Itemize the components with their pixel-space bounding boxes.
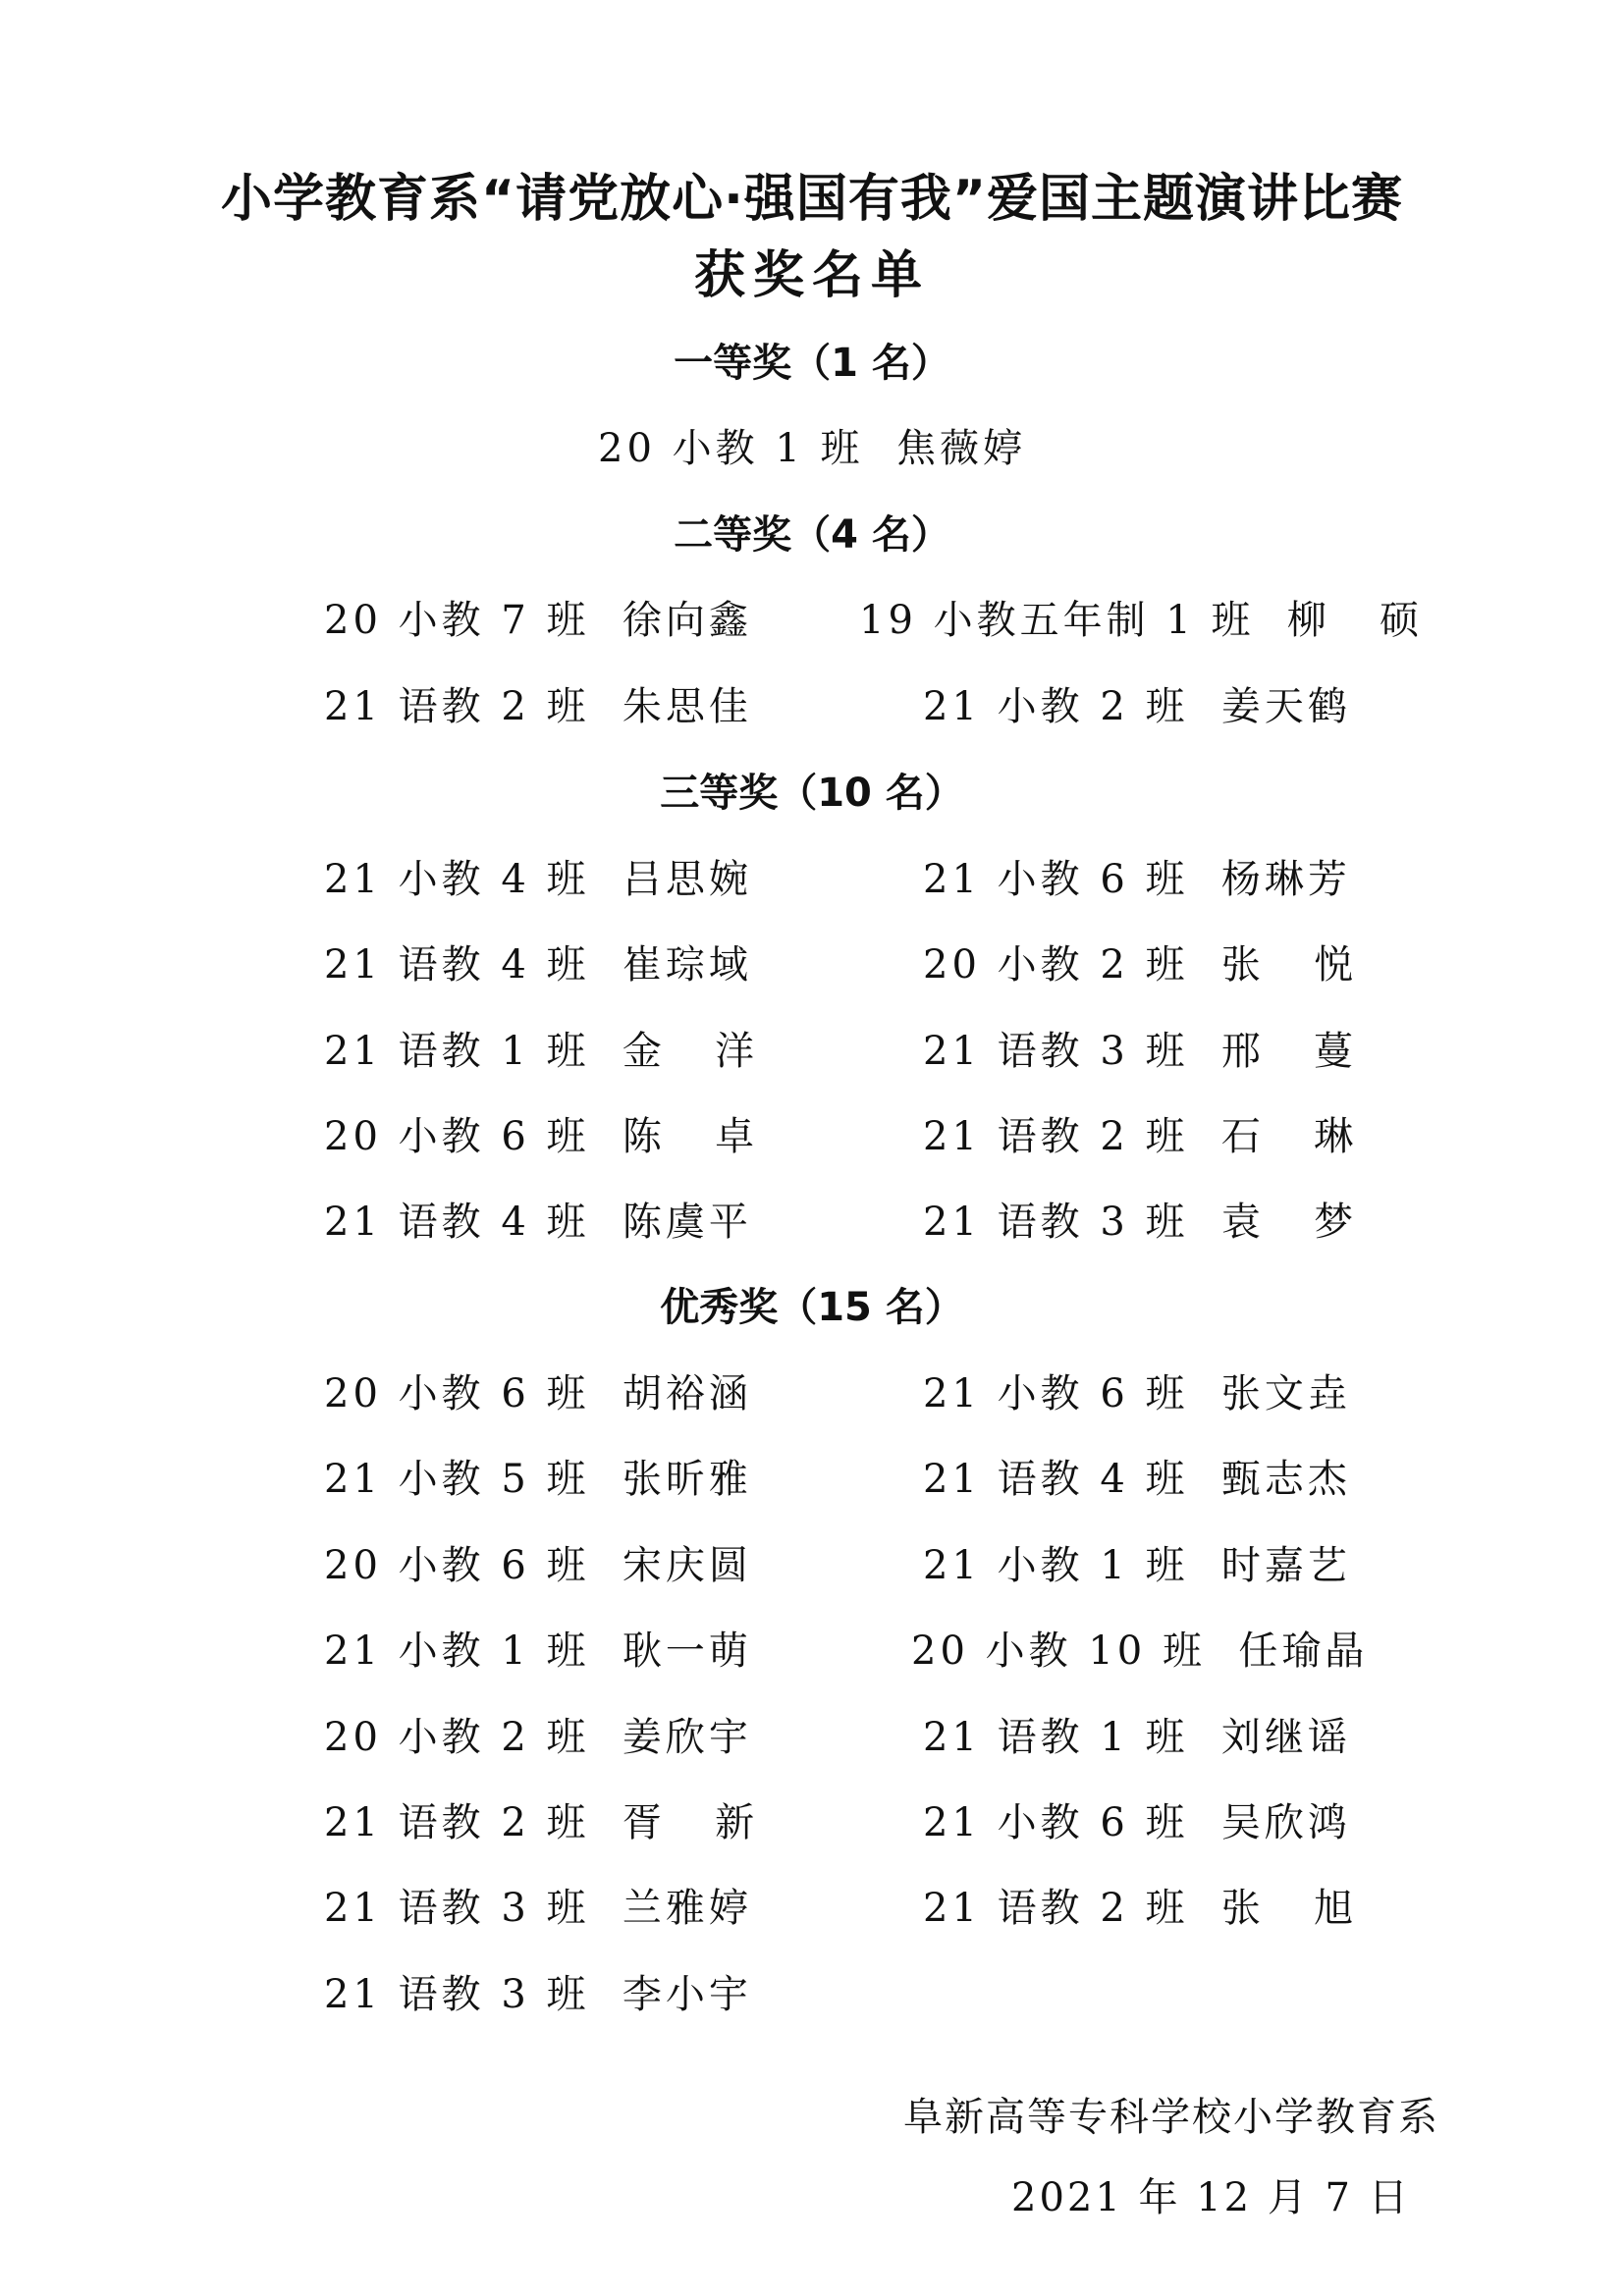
award-entry: 21 小教 4 班 吕思婉 <box>324 857 752 902</box>
section-heading-third-prize: 三等奖（10 名） <box>660 771 964 816</box>
award-entry: 21 小教 2 班 姜天鹤 <box>923 684 1351 729</box>
award-entry: 20 小教 6 班 陈 卓 <box>324 1114 759 1159</box>
document-title: 小学教育系“请党放心·强国有我”爱国主题演讲比赛 <box>220 170 1404 229</box>
award-entry: 21 小教 6 班 杨琳芳 <box>923 857 1351 902</box>
award-entry: 21 语教 1 班 刘继谣 <box>923 1715 1351 1760</box>
award-entry: 19 小教五年制 1 班 柳 硕 <box>859 598 1424 643</box>
award-entry: 21 语教 4 班 陈虞平 <box>324 1200 752 1245</box>
document-subtitle: 获奖名单 <box>693 246 930 305</box>
award-entry: 21 小教 6 班 吴欣鸿 <box>923 1800 1351 1845</box>
award-entry: 21 语教 3 班 兰雅婷 <box>324 1886 752 1931</box>
award-entry: 20 小教 6 班 胡裕涵 <box>324 1371 752 1416</box>
issue-date: 2021 年 12 月 7 日 <box>1011 2175 1411 2220</box>
issuing-organization: 阜新高等专科学校小学教育系 <box>903 2095 1439 2140</box>
award-entry: 20 小教 6 班 宋庆圆 <box>324 1543 752 1588</box>
award-entry: 21 语教 3 班 袁 梦 <box>923 1200 1358 1245</box>
award-entry: 21 小教 6 班 张文垚 <box>923 1371 1351 1416</box>
award-entry: 20 小教 2 班 张 悦 <box>923 942 1358 988</box>
award-entry: 21 小教 5 班 张昕雅 <box>324 1457 752 1502</box>
award-entry: 21 语教 2 班 石 琳 <box>923 1114 1358 1159</box>
section-heading-merit-award: 优秀奖（15 名） <box>660 1285 964 1330</box>
award-entry: 21 语教 1 班 金 洋 <box>324 1029 759 1074</box>
award-entry: 21 小教 1 班 耿一萌 <box>324 1629 752 1674</box>
section-heading-second-prize: 二等奖（4 名） <box>674 512 950 558</box>
award-entry: 21 小教 1 班 时嘉艺 <box>923 1543 1351 1588</box>
award-entry: 21 语教 2 班 胥 新 <box>324 1800 759 1845</box>
award-entry: 21 语教 3 班 邢 蔓 <box>923 1029 1358 1074</box>
award-entry: 20 小教 1 班 焦薇婷 <box>598 426 1026 471</box>
award-entry: 21 语教 2 班 朱思佳 <box>324 684 752 729</box>
award-entry: 21 语教 4 班 崔琮域 <box>324 942 752 988</box>
award-entry: 20 小教 7 班 徐向鑫 <box>324 598 752 643</box>
award-entry: 21 语教 3 班 李小宇 <box>324 1972 752 2017</box>
award-entry: 21 语教 4 班 甄志杰 <box>923 1457 1351 1502</box>
award-entry: 20 小教 10 班 任瑜晶 <box>911 1629 1369 1674</box>
section-heading-first-prize: 一等奖（1 名） <box>674 341 950 386</box>
award-entry: 20 小教 2 班 姜欣宇 <box>324 1715 752 1760</box>
award-entry: 21 语教 2 班 张 旭 <box>923 1886 1358 1931</box>
